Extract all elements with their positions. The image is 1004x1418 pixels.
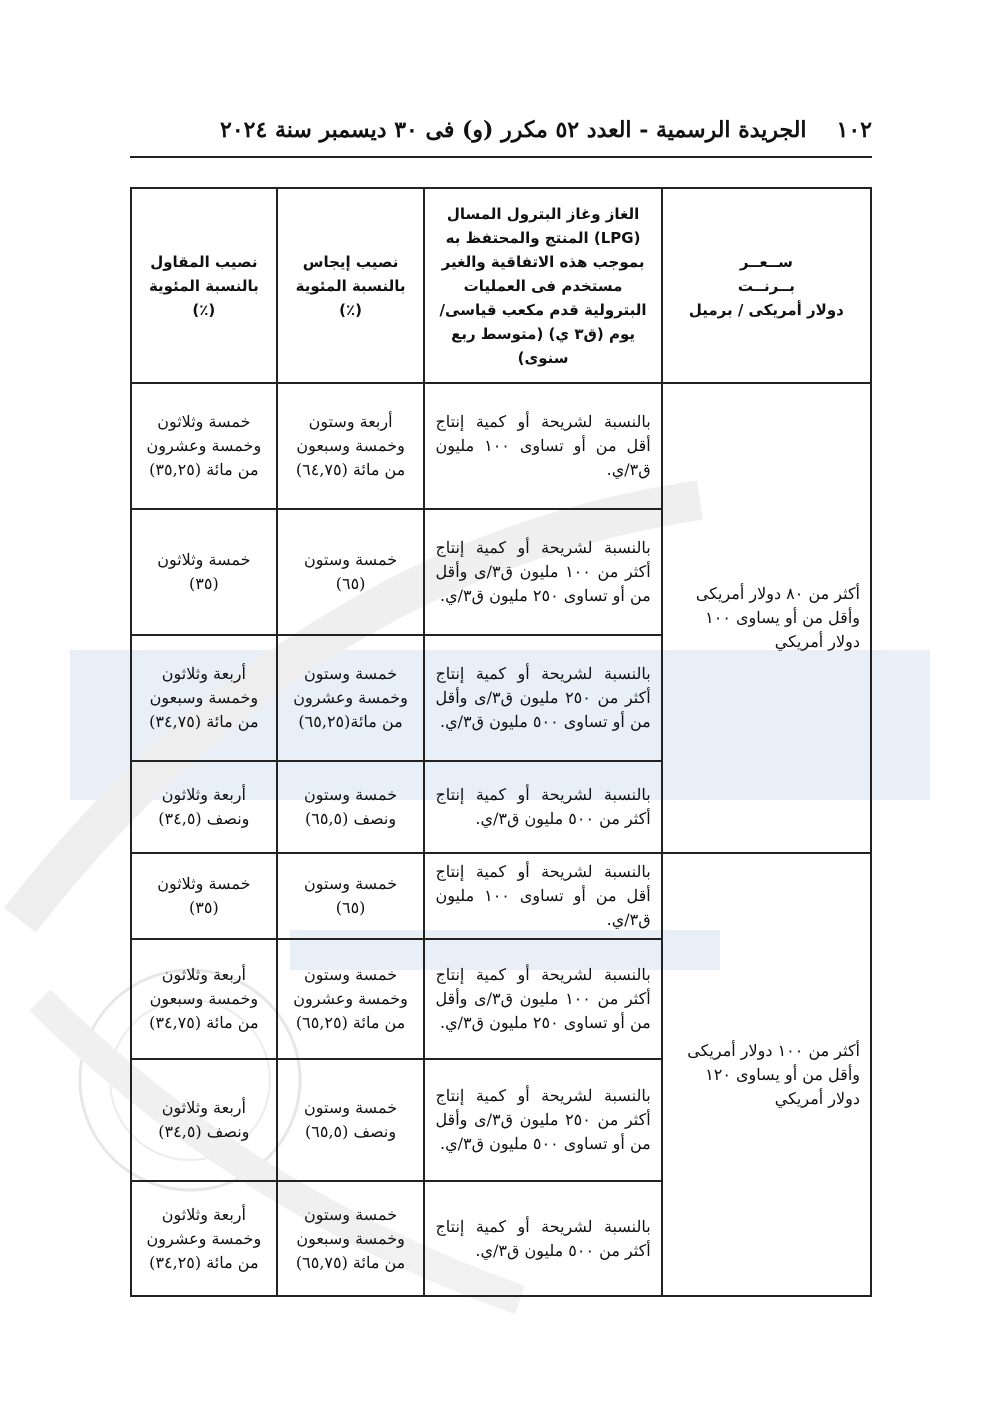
- production-band: بالنسبة لشريحة أو كمية إنتاج أكثر من ٢٥٠ مليون ق٣/ى وأقل من أو تساوى ٥٠٠ مليون ق٣/ي.: [424, 1059, 661, 1181]
- contractor-share-cell: خمسة وثلاثون (٣٥): [131, 853, 277, 939]
- header-brent-price: [662, 188, 871, 383]
- header-price-line1: ســعــر: [739, 252, 793, 271]
- egas-share-cell: خمسة وستون (٦٥): [277, 853, 425, 939]
- production-band: بالنسبة لشريحة أو كمية إنتاج أكثر من ٥٠٠ مليون ق٣/ي.: [424, 761, 661, 853]
- header-price-line2: بــرنــت: [737, 276, 795, 295]
- production-band: بالنسبة لشريحة أو كمية إنتاج أقل من أو تساوى ١٠٠ مليون ق٣/ي.: [424, 383, 661, 509]
- contractor-share-cell: خمسة وثلاثون (٣٥): [131, 509, 277, 635]
- egas-share-cell: خمسة وستون (٦٥): [277, 509, 425, 635]
- profit-share-table: [130, 187, 872, 1297]
- contractor-share-cell: أربعة وثلاثون ونصف (٣٤,٥): [131, 761, 277, 853]
- contractor-share-cell: أربعة وثلاثون وخمسة وعشرون من مائة (٣٤,٢٥): [131, 1181, 277, 1296]
- contractor-share-cell: أربعة وثلاثون وخمسة وسبعون من مائة (٣٤,٧٥): [131, 635, 277, 761]
- egas-share-cell: خمسة وستون ونصف (٦٥,٥): [277, 761, 425, 853]
- production-band: بالنسبة لشريحة أو كمية إنتاج أكثر من ١٠٠ مليون ق٣/ى وأقل من أو تساوى ٢٥٠ مليون ق٣/ي.: [424, 939, 661, 1059]
- page-number: ١٠٢: [836, 117, 872, 143]
- header-egas-share: نصيب إيجاس بالنسبة المئوية (٪): [277, 188, 425, 383]
- page-header: [130, 110, 872, 150]
- contractor-share-cell: أربعة وثلاثون ونصف (٣٤,٥): [131, 1059, 277, 1181]
- contractor-share-cell: خمسة وثلاثون وخمسة وعشرون من مائة (٣٥,٢٥): [131, 383, 277, 509]
- gazette-title: الجريدة الرسمية - العدد ٥٢ مكرر (و) فى ٣٠ ديسمبر سنة ٢٠٢٤: [220, 117, 807, 143]
- egas-share-cell: خمسة وستون وخمسة وعشرون من مائة(٦٥,٢٥): [277, 635, 425, 761]
- production-band: بالنسبة لشريحة أو كمية إنتاج أكثر من ٥٠٠ مليون ق٣/ي.: [424, 1181, 661, 1296]
- egas-share-cell: خمسة وستون وخمسة وسبعون من مائة (٦٥,٧٥): [277, 1181, 425, 1296]
- table-header-row: [131, 188, 871, 383]
- egas-share-cell: أربعة وستون وخمسة وسبعون من مائة (٦٤,٧٥): [277, 383, 425, 509]
- egas-share-cell: خمسة وستون ونصف (٦٥,٥): [277, 1059, 425, 1181]
- table-row: [131, 383, 871, 509]
- header-contractor-share: نصيب المقاول بالنسبة المئوية (٪): [131, 188, 277, 383]
- production-band: بالنسبة لشريحة أو كمية إنتاج أكثر من ٢٥٠ مليون ق٣/ى وأقل من أو تساوى ٥٠٠ مليون ق٣/ي.: [424, 635, 661, 761]
- egas-share-cell: خمسة وستون وخمسة وعشرون من مائة (٦٥,٢٥): [277, 939, 425, 1059]
- table-row: [131, 853, 871, 939]
- production-band: بالنسبة لشريحة أو كمية إنتاج أكثر من ١٠٠ مليون ق٣/ى وأقل من أو تساوى ٢٥٠ مليون ق٣/ي.: [424, 509, 661, 635]
- header-divider: [130, 156, 872, 158]
- production-band: بالنسبة لشريحة أو كمية إنتاج أقل من أو تساوى ١٠٠ مليون ق٣/ي.: [424, 853, 661, 939]
- header-gas-production: الغاز وغاز البترول المسال (LPG) المنتج والمحتفظ به بموجب هذه الاتفاقية والغير مستخدم فى العمليات البترولية قدم مكعب قياسى/ يوم (ق٣ ي) (متوسط ربع سنوى): [424, 188, 661, 383]
- header-price-line3: دولار أمريكى / برميل: [688, 300, 844, 319]
- contractor-share-cell: أربعة وثلاثون وخمسة وسبعون من مائة (٣٤,٧٥): [131, 939, 277, 1059]
- brent-price-range-2: أكثر من ١٠٠ دولار أمريكى وأقل من أو يساوى ١٢٠ دولار أمريكي: [662, 853, 871, 1296]
- brent-price-range-1: أكثر من ٨٠ دولار أمريكى وأقل من أو يساوى ١٠٠ دولار أمريكي: [662, 383, 871, 853]
